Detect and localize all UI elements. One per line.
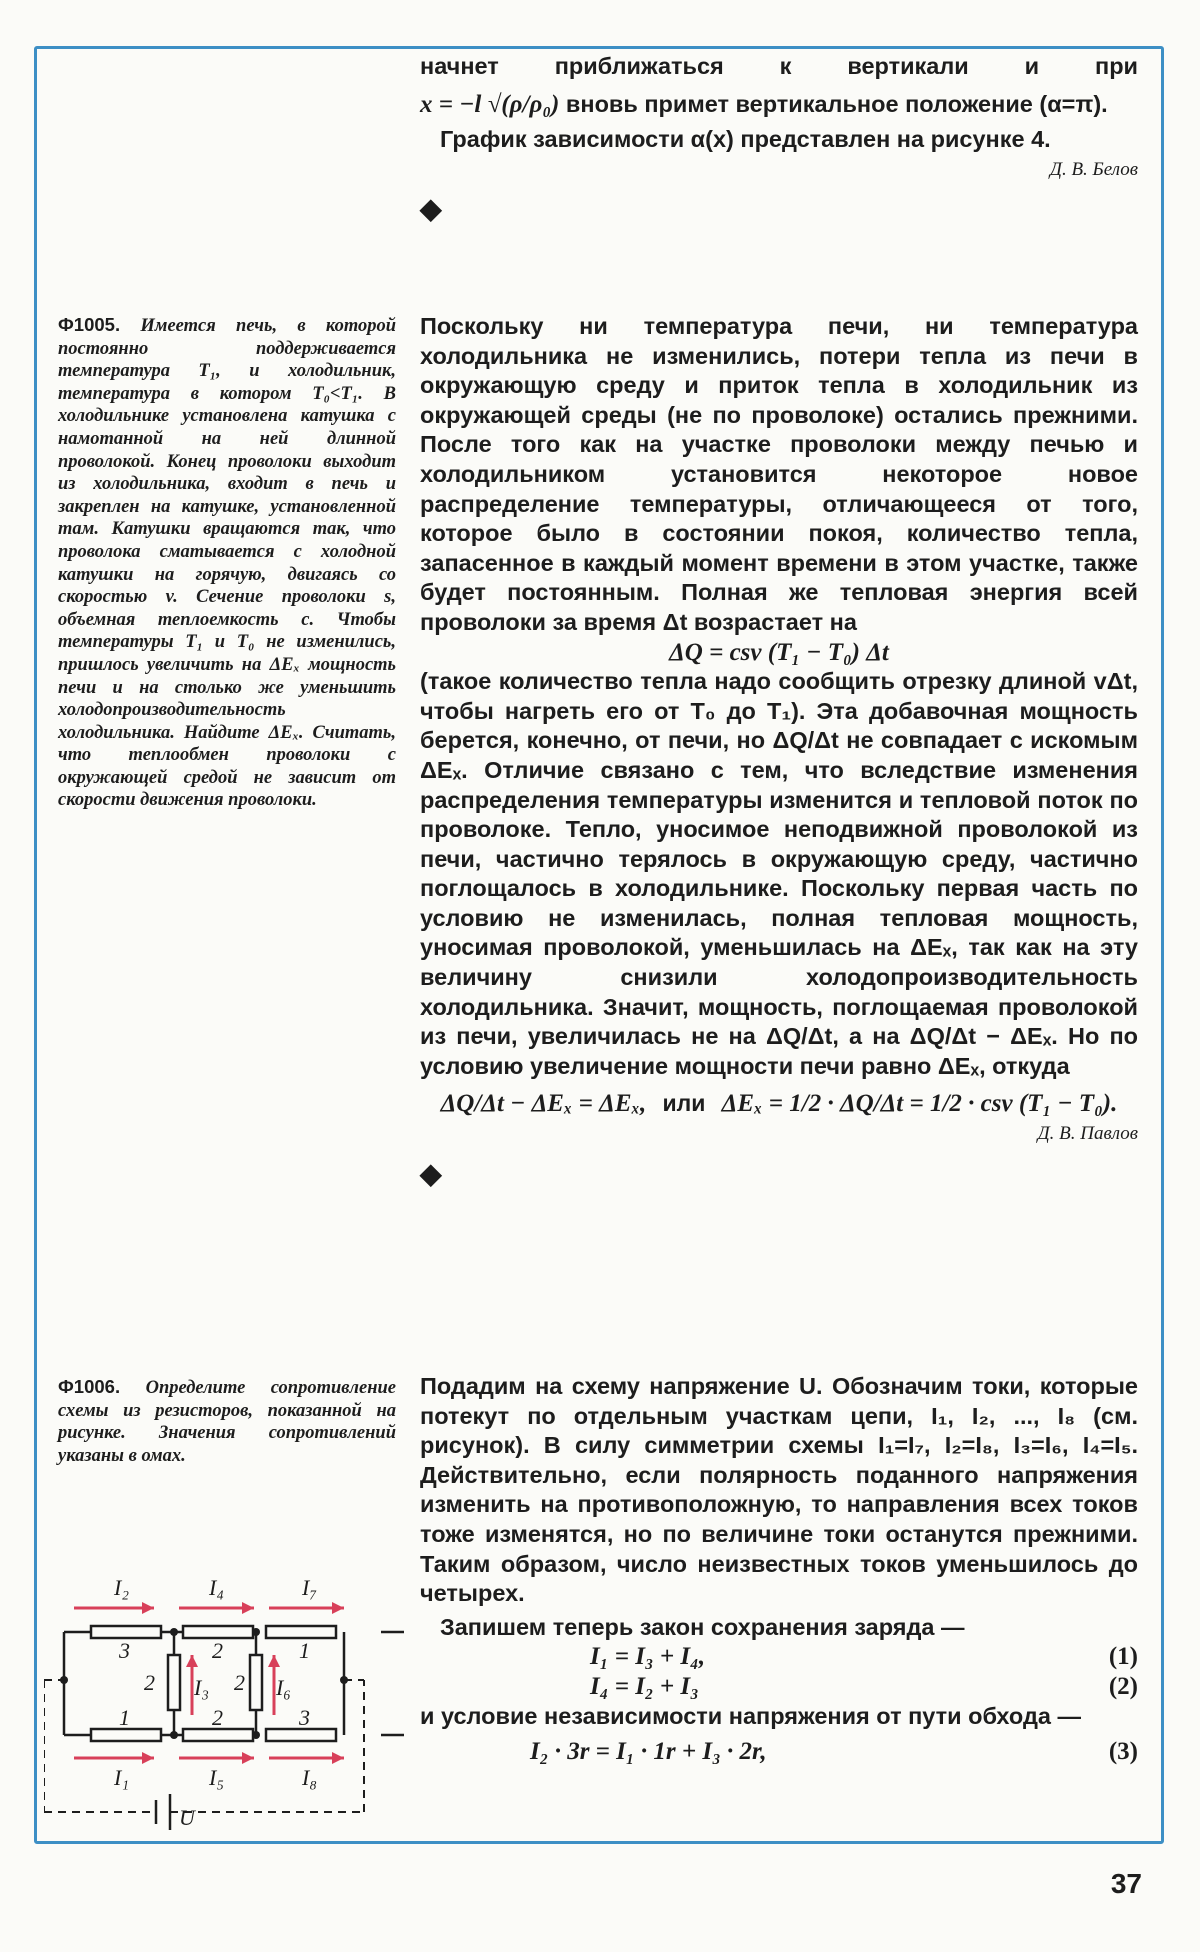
resistor-bottom-1 [91, 1729, 161, 1741]
resistor-top-2 [183, 1626, 253, 1638]
top-line-2: вновь примет вертикальное положение (α=π). [565, 90, 1108, 117]
top-line-3: График зависимости α(x) представлен на рисунке 4. [440, 126, 1051, 153]
separator-diamond-2: ◆ [420, 1157, 442, 1189]
resistor-circuit-diagram [44, 1550, 404, 1830]
resistor-vertical-2 [250, 1655, 262, 1710]
arrow-I6-head [268, 1655, 280, 1667]
equation-2 [420, 1672, 1138, 1702]
equation-3-number: (3) [1108, 1738, 1138, 1766]
label-r-bottom-3: 3 [299, 1705, 310, 1730]
problem-text-f1006: Определите сопротивление схемы из резисторов, показанной на рисунке. Значения сопротивлений указаны в омах. [58, 1378, 396, 1466]
battery-symbol [156, 1794, 170, 1830]
resistor-vertical-1 [168, 1655, 180, 1710]
problem-code-f1006: Ф1006. [58, 1376, 121, 1397]
label-r-top-1: 3 [119, 1638, 130, 1663]
arrow-I7-head [332, 1602, 344, 1614]
label-r-top-2: 2 [212, 1638, 223, 1663]
label-I7: I₇ [302, 1575, 317, 1600]
formula-2-left: ΔQ/Δt − ΔEₓ = ΔEₓ, [440, 1090, 647, 1118]
equation-1-expr: I₁ = I₃ + I₄, [590, 1643, 706, 1671]
solution-f1005-part-a: Поскольку ни температура печи, ни температура холодильника не изменились, потери тепла из печи в окружающую среду и приток тепла в холодильник из окружающей среды (не по проволоке) остались прежними. После того как на участке проволоки между печью и холодильником установится некоторое новое распределение температуры, отличающееся от того, которое было в состоянии покоя, количество тепла, запасенное в каждый момент времени в этом участке, также будет постоянным. Полная же тепловая энергия всей проволоки за время Δt возрастает на [420, 313, 1138, 635]
equation-1-number: (1) [1108, 1643, 1138, 1671]
label-I8: I₈ [302, 1765, 317, 1790]
top-continuation [420, 52, 1138, 224]
top-formula-x: x = −l √(ρ/ρ₀) [420, 90, 560, 118]
equation-3-expr: I₂ · 3r = I₁ · 1r + I₃ · 2r, [530, 1738, 767, 1766]
solution-f1005 [420, 312, 1138, 1188]
arrow-I5-head [242, 1752, 254, 1764]
separator-diamond: ◆ [420, 193, 442, 225]
label-I5: I₅ [209, 1765, 224, 1790]
resistor-bottom-3 [266, 1729, 336, 1741]
label-I6: I₆ [276, 1675, 291, 1700]
label-I4: I₄ [209, 1575, 224, 1600]
problem-f1006 [58, 1376, 396, 1467]
label-I1: I₁ [114, 1765, 129, 1790]
solution-f1006-part-a: Подадим на схему напряжение U. Обозначим токи, которые потекут по отдельным участкам цепи, I₁, I₂, ..., I₈ (см. рисунок). В силу симметрии схемы I₁=I₇, I₂=I₈, I₃=I₆, I₄=I₅. Действительно, если полярность поданного напряжения изменить на противоположную, то направления всех токов тоже изменятся, но по величине токи останутся прежними. Таким образом, число неизвестных токов уменьшилось до четырех. [420, 1373, 1138, 1607]
resistor-bottom-2 [183, 1729, 253, 1741]
problem-code-f1005: Ф1005. [58, 314, 121, 335]
label-r-top-3: 1 [299, 1638, 310, 1663]
author-belov: Д. В. Белов [1049, 158, 1138, 180]
formula-delta-q: ΔQ = csv (T₁ − T₀) Δt [669, 638, 889, 666]
arrow-I2-head [142, 1602, 154, 1614]
arrow-I1-head [142, 1752, 154, 1764]
formula-2-right: ΔEₓ = 1/2 · ΔQ/Δt = 1/2 · csv (T₁ − T₀). [721, 1090, 1118, 1118]
resistor-top-3 [266, 1626, 336, 1638]
label-r-bottom-2: 2 [212, 1705, 223, 1730]
equation-2-number: (2) [1108, 1672, 1138, 1700]
label-r-bottom-1: 1 [119, 1705, 130, 1730]
solution-f1006 [420, 1372, 1138, 1767]
problem-text-f1005: Имеется печь, в которой постоянно поддерживается температура T₁, и холодильник, температура в котором T₀<T₁. В холодильнике установлена катушка с намотанной на ней длинной проволокой. Конец проволоки выходит из холодильника, входит в печь и закреплен на катушке, установленной там. Катушки вращаются так, что проволока сматывается с холодной катушки на горячую, двигаясь со скоростью v. Сечение проволоки s, объемная теплоемкость c. Чтобы температуры T₁ и T₀ не изменились, пришлось увеличить на ΔEₓ мощность печи и на столько же уменьшить холодопроизводительность холодильника. Найдите ΔEₓ. Считать, что теплообмен проволоки с окружающей средой не зависит от скорости движения проволоки. [58, 316, 396, 811]
solution-f1006-part-c: и условие независимости напряжения от пути обхода — [420, 1702, 1081, 1729]
equation-3 [420, 1737, 1138, 1767]
arrow-I4-head [242, 1602, 254, 1614]
page-number: 37 [1110, 1868, 1142, 1899]
problem-f1005 [58, 314, 396, 812]
resistor-top-1 [91, 1626, 161, 1638]
label-I2: I₂ [114, 1575, 129, 1600]
formula-2-or: или [662, 1090, 706, 1117]
label-I3: I₃ [194, 1675, 209, 1700]
label-r-vertical-2: 2 [234, 1670, 245, 1695]
label-r-vertical-1: 2 [144, 1670, 155, 1695]
solution-f1006-part-b: Запишем теперь закон сохранения заряда — [440, 1613, 965, 1640]
author-pavlov: Д. В. Павлов [1037, 1123, 1138, 1145]
label-U: U [179, 1805, 195, 1830]
equation-2-expr: I₄ = I₂ + I₃ [590, 1672, 699, 1700]
top-line-1: начнет приближаться к вертикали и при [420, 53, 1138, 79]
equation-1 [420, 1642, 1138, 1672]
arrow-I3-head [186, 1655, 198, 1667]
circuit-labels [113, 1575, 317, 1830]
solution-f1005-part-b: (такое количество тепла надо сообщить отрезку длиной vΔt, чтобы нагреть его от T₀ до T₁). Эта добавочная мощность берется, конечно, от печи, но ΔQ/Δt не совпадает с искомым ΔEₓ. Отличие связано с тем, что вследствие изменения распределения температуры изменится и тепловой поток по проволоке. Тепло, уносимое неподвижной проволокой из печи, частично терялось в окружающую среду, частично поглощалось в холодильнике. Поскольку первая часть по условию не изменилась, полная тепловая мощность, уносимая проволокой, уменьшилась на ΔEₓ, так как на эту величину снизили холодопроизводительность холодильника. Значит, мощность, поглощаемая проволокой из печи, увеличилась не на ΔQ/Δt, а на ΔQ/Δt − ΔEₓ. Но по условию увеличение мощности печи равно ΔEₓ, откуда [420, 668, 1138, 1079]
arrow-I8-head [332, 1752, 344, 1764]
